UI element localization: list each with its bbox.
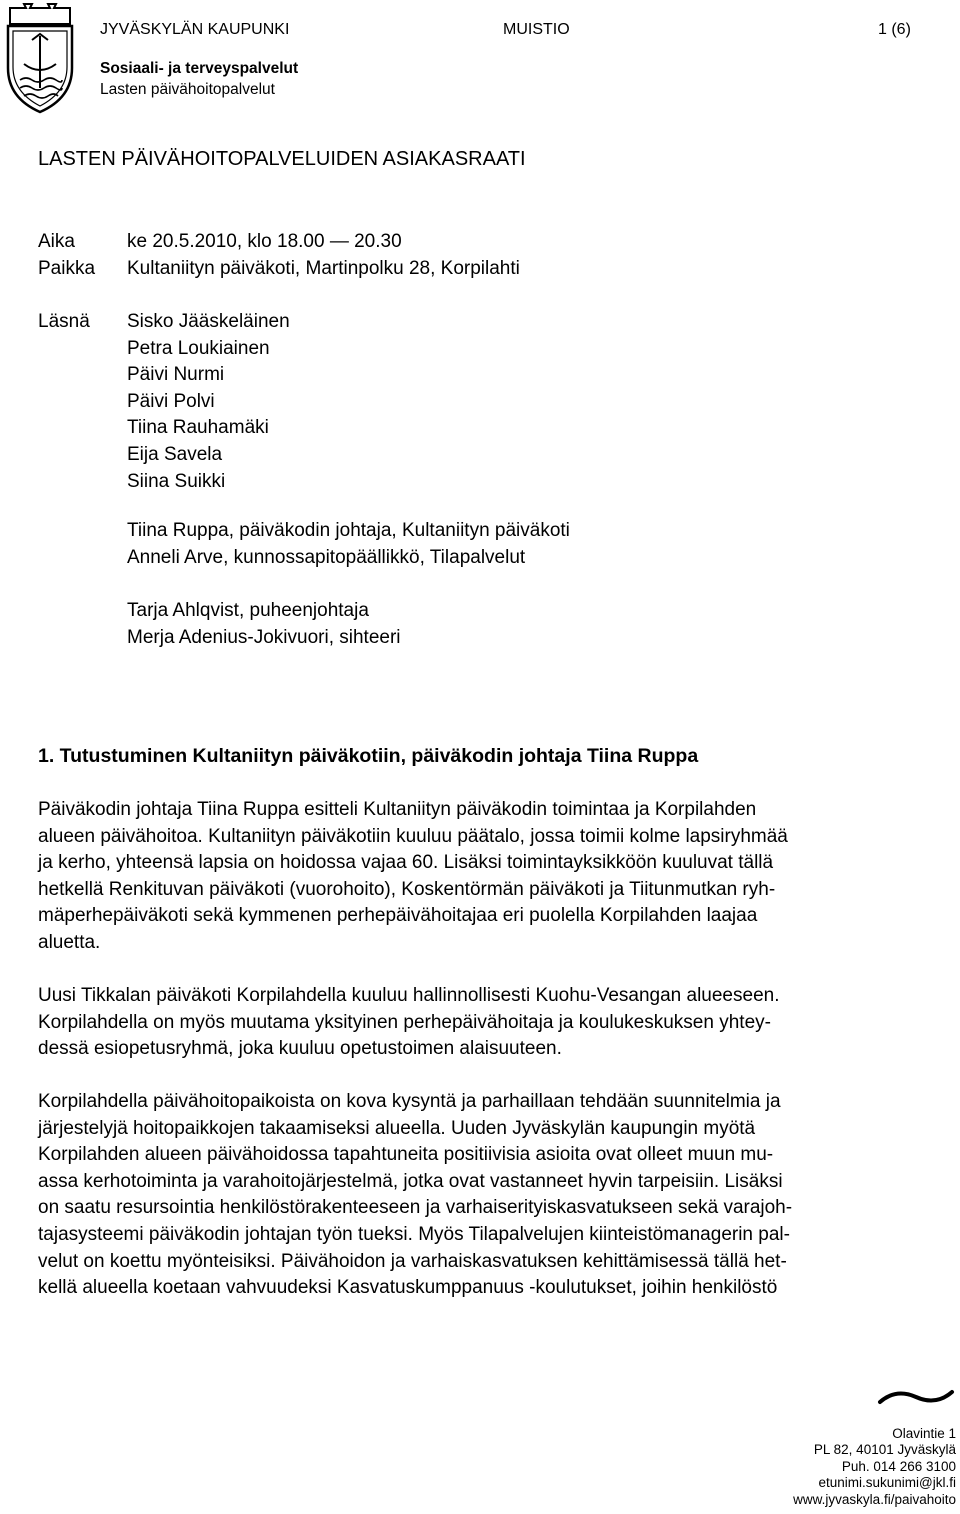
paragraph-line: aluetta. <box>38 931 101 953</box>
paragraph-line: Korpilahdella päivähoitopaikoista on kova kysyntä ja parhaillaan tehdään suunnitelmia ja <box>38 1091 781 1112</box>
attendee-name: Eija Savela <box>127 443 223 465</box>
paragraph-line: alueen päivähoitoa. Kultaniityn päiväkotiin kuuluu päätalo, jossa toimii kolme lapsiryhmää <box>38 825 788 847</box>
attendee-name: Siina Suikki <box>127 470 226 492</box>
attendee-name: Merja Adenius-Jokivuori, sihteeri <box>127 626 401 648</box>
attendee-name: Tarja Ahlqvist, puheenjohtaja <box>127 600 369 621</box>
paragraph-line: kellä alueella koetaan vahvuudeksi Kasvatuskumppanuus -koulutukset, joihin henkilöstö <box>38 1277 778 1299</box>
attendee-name: Päivi Polvi <box>127 390 215 412</box>
paragraph-line: Uusi Tikkalan päiväkoti Korpilahdella kuuluu hallinnollisesti Kuohu-Vesangan alueeseen. <box>38 985 780 1006</box>
footer-website: www.jyvaskyla.fi/paivahoito <box>793 1491 956 1507</box>
page-number: 1 (6) <box>878 21 911 38</box>
document-type: MUISTIO <box>503 21 570 38</box>
attendee-members-list <box>127 309 290 495</box>
attendee-name: Anneli Arve, kunnossapitopäällikkö, Tilapalvelut <box>127 546 526 568</box>
paragraph-line: Päiväkodin johtaja Tiina Ruppa esitteli Kultaniityn päiväkodin toimintaa ja Korpilahden <box>38 799 757 820</box>
attendee-name: Tiina Ruppa, päiväkodin johtaja, Kultaniityn päiväkoti <box>127 520 570 541</box>
paragraph-line: assa kerhotoiminta ja varahoitojärjestelmä, jotka ovat vastanneet hyvin tarpeisiin. Lisäksi <box>38 1170 783 1192</box>
attendee-guests-list <box>127 518 570 571</box>
unit-name: Lasten päivähoitopalvelut <box>100 81 275 98</box>
paragraph-line: mäperhepäiväkoti sekä kymmenen perhepäivähoitajaa eri puolella Korpilahden laajaa <box>38 905 758 927</box>
present-label: Läsnä <box>38 311 90 332</box>
section-heading: 1. Tutustuminen Kultaniityn päiväkotiin, päiväkodin johtaja Tiina Ruppa <box>38 745 699 767</box>
paragraph-line: tajasysteemi päiväkodin johtajan työn tueksi. Myös Tilapalvelujen kiinteistömanagerin pal- <box>38 1223 790 1245</box>
attendee-name: Päivi Nurmi <box>127 364 225 386</box>
paragraph-line: järjestelyjä hoitopaikkojen takaamiseksi alueella. Uuden Jyväskylän kaupungin myötä <box>38 1117 756 1139</box>
footer-address <box>793 1426 956 1508</box>
paragraph-line: dessä esiopetusryhmä, joka kuuluu opetustoimen alaisuuteen. <box>38 1038 562 1060</box>
paragraph-line: velut on koettu myönteisiksi. Päivähoidon ja varhaiskasvatuksen kehittämisessä tällä het- <box>38 1250 787 1272</box>
paragraph <box>38 983 950 1063</box>
place-label: Paikka <box>38 258 96 279</box>
attendee-name: Sisko Jääskeläinen <box>127 311 290 332</box>
organization-name: JYVÄSKYLÄN KAUPUNKI <box>100 21 290 38</box>
document-title: LASTEN PÄIVÄHOITOPALVELUIDEN ASIAKASRAATI <box>38 148 526 170</box>
paragraph-line: Korpilahdella on myös muutama yksityinen perhepäivähoitaja ja koulukeskuksen yhtey- <box>38 1011 771 1033</box>
attendee-officials-list <box>127 598 401 651</box>
attendee-name: Tiina Rauhamäki <box>127 417 269 439</box>
paragraph <box>38 797 950 957</box>
footer-street: Olavintie 1 <box>892 1426 956 1441</box>
city-crest-logo <box>2 2 78 114</box>
time-label: Aika <box>38 231 75 252</box>
paragraph-line: hetkellä Renkituvan päiväkoti (vuorohoito), Koskentörmän päiväkoti ja Tiitunmutkan ryh- <box>38 878 776 900</box>
paragraph <box>38 1089 950 1302</box>
footer-phone: Puh. 014 266 3100 <box>841 1458 956 1474</box>
paragraph-line: Korpilahden alueen päivähoidossa tapahtuneita positiivisia asioita ovat olleet muun mu- <box>38 1144 774 1166</box>
place-value: Kultaniityn päiväkoti, Martinpolku 28, Korpilahti <box>127 258 520 279</box>
paragraph-line: on saatu resursointia henkilöstörakenteeseen ja varhaiserityiskasvatukseen sekä varajoh- <box>38 1197 793 1219</box>
wave-logo-icon <box>876 1386 956 1408</box>
footer-postal: PL 82, 40101 Jyväskylä <box>813 1442 956 1458</box>
time-value: ke 20.5.2010, klo 18.00 — 20.30 <box>127 231 402 252</box>
paragraph-line: ja kerho, yhteensä lapsia on hoidossa vajaa 60. Lisäksi toimintayksikköön kuuluvat tällä <box>38 852 774 874</box>
attendee-name: Petra Loukiainen <box>127 337 270 359</box>
department-name: Sosiaali- ja terveyspalvelut <box>100 60 299 77</box>
footer-email: etunimi.sukunimi@jkl.fi <box>818 1475 956 1491</box>
